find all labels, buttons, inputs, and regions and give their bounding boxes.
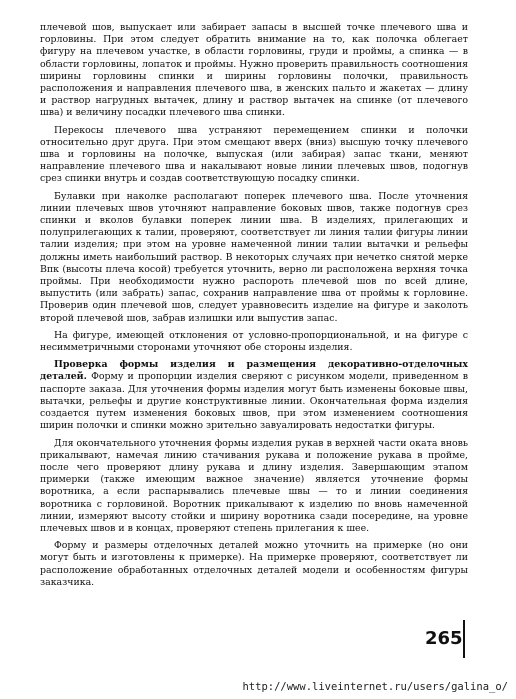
page-number: 265: [425, 628, 463, 649]
paragraph-text: На фигуре, имеющей отклонения от условно-пропорциональной, и на фигуре с несимметричными сторонами уточняют обе стороны изделия.: [40, 329, 468, 354]
paragraph: [40, 359, 468, 432]
page-body: [40, 22, 468, 594]
paragraph: [40, 191, 468, 325]
section-heading: Проверка формы изделия и размещения декоративно-отделочных деталей.: [40, 359, 468, 383]
paragraph: [40, 22, 468, 120]
paragraph: [40, 438, 468, 536]
paragraph: [40, 330, 468, 354]
paragraph-text: Булавки при наколке располагают поперек плечевого шва. После уточнения линии плечевых швов уточняют направление боковых швов, также подогнув срез спинки и вколов булавки поперек линии шва. В изделиях, прилегающих и полуприлегающих к талии, проверяют, соответствует ли линия талии фигуры линии талии изделия; при этом на уровне намеченной линии талии вытачки и рельефы должны иметь наибольший раствор. В некоторых случаях при нечетко снятой мерке Впк (высоты плеча косой) требуется уточнить, верно ли расположена верхняя точка проймы. При необходимости нужно распороть плечевой шов по всей длине, выпустить (или забрать) запас, сохранив направление шва от проймы к горловине. Проверив один плечевой шов, следует уравновесить изделие на фигуре и заколоть второй плечевой шов, забрав излишки или выпустив запас.: [40, 190, 468, 324]
watermark-url: http://www.liveinternet.ru/users/galina_o/: [242, 681, 508, 693]
paragraph: [40, 540, 468, 589]
paragraph-text: Форму и размеры отделочных деталей можно уточнить на примерке (но они могут быть и изготовлены к примерке). На примерке проверяют, соответствует ли расположение обработанных отделочных деталей модели и особенностям фигуры заказчика.: [40, 540, 468, 588]
page-number-rule: [463, 620, 465, 658]
paragraph: [40, 125, 468, 186]
paragraph-text: Форму и пропорции изделия сверяют с рисунком модели, приведенном в паспорте заказа. Для уточнения формы изделия могут быть изменены боковые швы, вытачки, рельефы и другие конструктивные линии. Окончательная форма изделия создается путем изменения боковых швов, при этом изменением соотношения ширин полочки и спинки можно зрительно завуалировать недостатки фигуры.: [40, 371, 468, 432]
paragraph-text: плечевой шов, выпускает или забирает запасы в высшей точке плечевого шва и горловины. При этом следует обратить внимание на то, как полочка облегает фигуру на плечевом участке, в области горловины, груди и проймы, а спинка — в области горловины, лопаток и проймы. Нужно проверить правильность соотношения ширины горловины спинки и ширины горловины полочки, правильность расположения и направления плечевого шва, в женских пальто и жакетах — длину и раствор нагрудных вытачек, длину и раствор вытачек на спинке (от плечевого шва) и величину посадки плечевого шва спинки.: [40, 22, 468, 119]
paragraph-text: Перекосы плечевого шва устраняют перемещением спинки и полочки относительно друг друга. При этом смещают вверх (вниз) высшую точку плечевого шва и горловины на полочке, выпуская (или забирая) запас ткани, меняют направление плечевого шва и накалывают новые линии плечевых швов, подогнув срез спинки внутрь и создав соответствующую посадку спинки.: [40, 124, 468, 185]
paragraph-text: Для окончательного уточнения формы изделия рукав в верхней части оката вновь прикалывают, намечая линию стачивания рукава и положение рукава в пройме, после чего проверяют длину рукава и длину изделия. Завершающим этапом примерки (также имеющим важное значение) является уточнение формы воротника, а если распарывались плечевые швы — то и линии соединения воротника с горловиной. Воротник прикалывают к изделию по вновь намеченной линии, измеряют высоту стойки и ширину воротника сзади посередине, на уровне плечевых швов и в концах, проверяют степень прилегания к шее.: [40, 437, 468, 534]
